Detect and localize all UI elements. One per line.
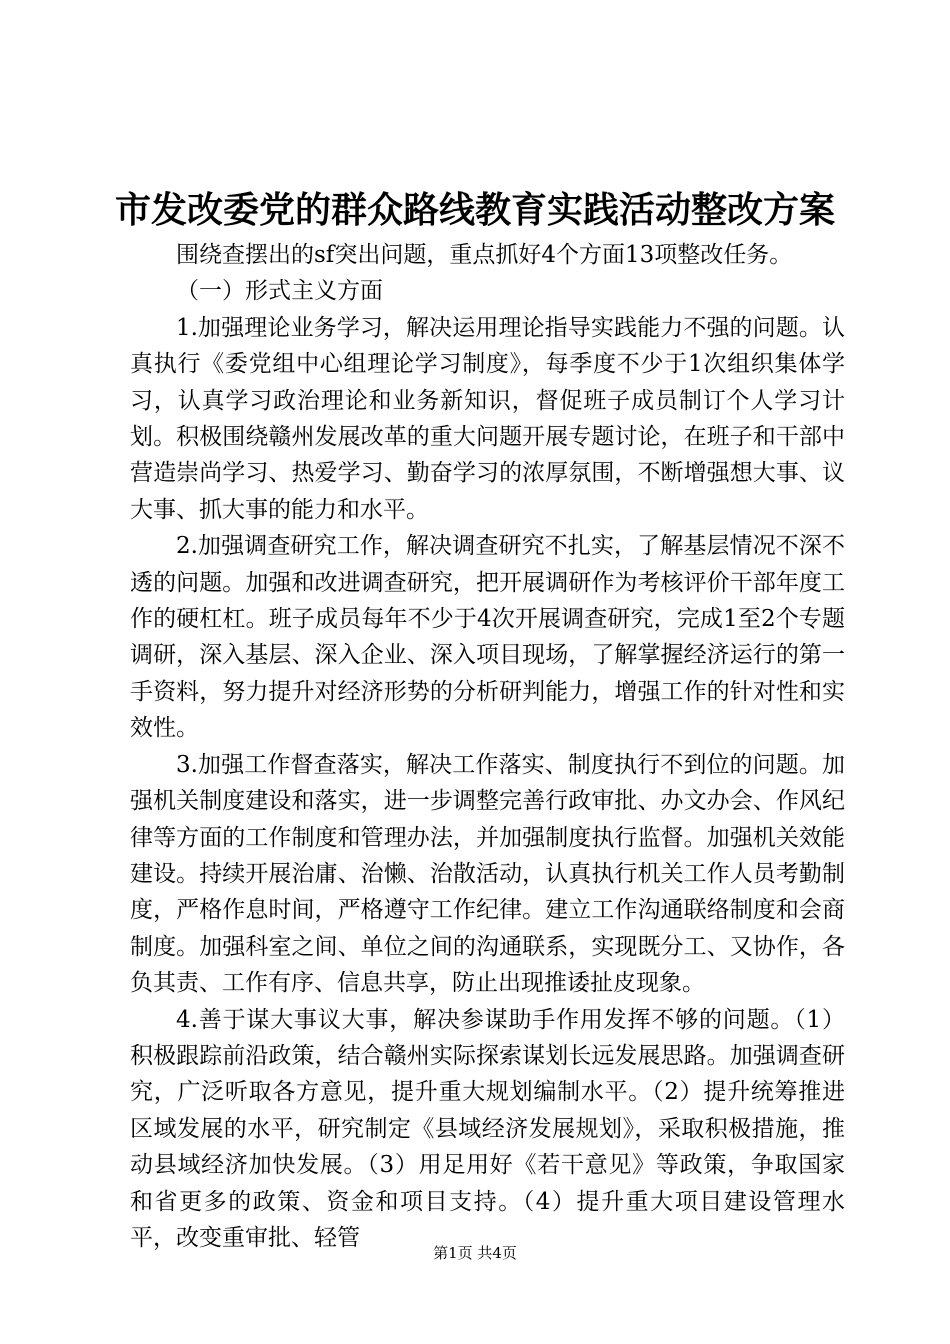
item-paragraph-2: 2.加强调查研究工作，解决调查研究不扎实，了解基层情况不深不透的问题。加强和改进调查研究，把开展调研作为考核评价干部年度工作的硬杠杠。班子成员每年不少于4次开展调查研究，完成1至2个专题调研，深入基层、深入企业、深入项目现场，了解掌握经济运行的第一手资料，努力提升对经济形势的分析研判能力，增强工作的针对性和实效性。	[130, 533, 845, 742]
document-title: 市发改委党的群众路线教育实践活动整改方案	[114, 189, 835, 231]
item-paragraph-4: 4.善于谋大事议大事，解决参谋助手作用发挥不够的问题。（1）积极跟踪前沿政策，结合赣州实际探索谋划长远发展思路。加强调查研究，广泛听取各方意见，提升重大规划编制水平。（2）提升统筹推进区域发展的水平，研究制定《县域经济发展规划》，采取积极措施，推动县域经济加快发展。（3）用足用好《若干意见》等政策，争取国家和省更多的政策、资金和项目支持。（4）提升重大项目建设管理水平，改变重审批、轻管	[130, 1006, 845, 1251]
item-paragraph-3: 3.加强工作督查落实，解决工作落实、制度执行不到位的问题。加强机关制度建设和落实，进一步调整完善行政审批、办文办会、作风纪律等方面的工作制度和管理办法，并加强制度执行监督。加强机关效能建设。持续开展治庸、治懒、治散活动，认真执行机关工作人员考勤制度，严格作息时间，严格遵守工作纪律。建立工作沟通联络制度和会商制度。加强科室之间、单位之间的沟通联系，实现既分工、又协作，各负其责、工作有序、信息共享，防止出现推诿扯皮现象。	[130, 751, 845, 997]
item-paragraph-1: 1.加强理论业务学习，解决运用理论指导实践能力不强的问题。认真执行《委党组中心组理论学习制度》，每季度不少于1次组织集体学习，认真学习政治理论和业务新知识，督促班子成员制订个人学习计划。积极围绕赣州发展改革的重大问题开展专题讨论，在班子和干部中营造崇尚学习、热爱学习、勤奋学习的浓厚氛围，不断增强想大事、议大事、抓大事的能力和水平。	[130, 314, 845, 523]
intro-paragraph: 围绕查摆出的sf突出问题，重点抓好4个方面13项整改任务。	[176, 242, 793, 268]
document-body	[130, 237, 845, 1256]
page-footer: 第1页 共4页	[433, 1244, 517, 1262]
section-heading: （一）形式主义方面	[176, 278, 383, 305]
